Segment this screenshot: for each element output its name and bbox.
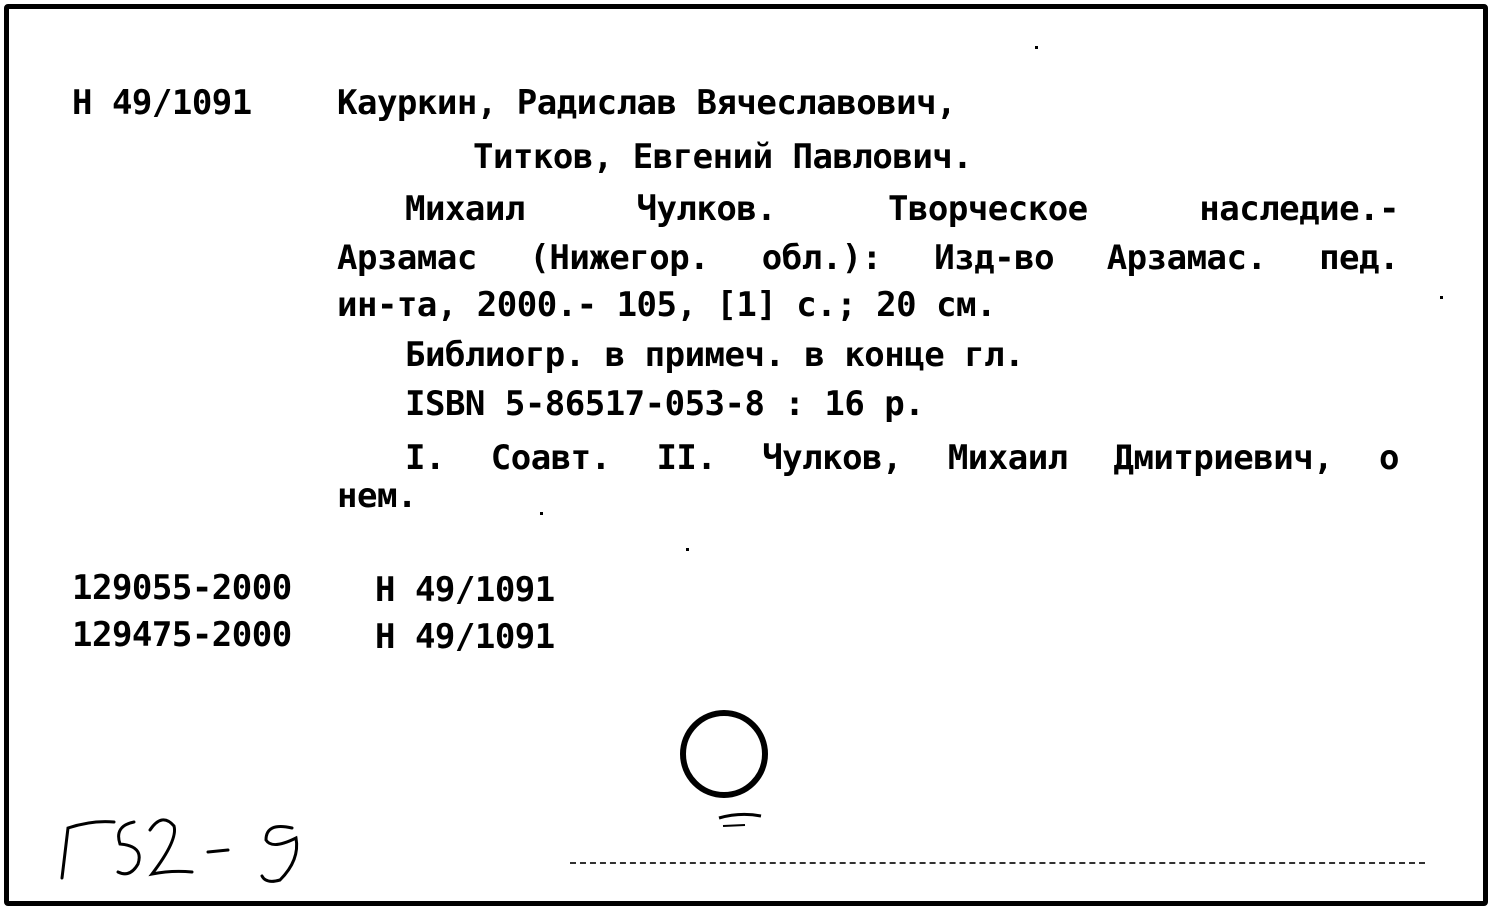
speck (686, 548, 689, 551)
tracing-word: Соавт. (490, 438, 611, 478)
imprint-word: Арзамас (337, 238, 477, 278)
speck (1035, 46, 1038, 49)
punch-hole (680, 710, 768, 798)
bibliography-note: Библиогр. в примеч. в конце гл. (405, 335, 1025, 375)
tracing-word: Дмитриевич, (1113, 438, 1334, 478)
speck (1440, 296, 1443, 299)
imprint-word: обл.): (761, 238, 882, 278)
title-word: Чулков. (636, 189, 777, 229)
tracing-word: II. (656, 438, 717, 478)
handwritten-note (52, 800, 322, 890)
tracing-word: I. (405, 438, 445, 478)
title-word: Михаил (405, 189, 525, 229)
inventory-number: 129475-2000 (72, 615, 292, 655)
title-word: Творческое (887, 189, 1088, 229)
tracings-line (405, 438, 1399, 478)
tracings-continuation: нем. (337, 476, 417, 516)
inventory-shelf-mark: Н 49/1091 (375, 617, 555, 657)
imprint-word: Арзамас. (1106, 238, 1267, 278)
tracing-word: о (1378, 438, 1399, 478)
speck (540, 512, 543, 515)
tracing-word: Чулков, (762, 438, 902, 478)
imprint-word: пед. (1319, 238, 1399, 278)
inventory-shelf-mark: Н 49/1091 (375, 570, 555, 610)
coauthor-line: Титков, Евгений Павлович. (473, 137, 973, 177)
isbn-price: ISBN 5-86517-053-8 : 16 р. (405, 384, 925, 424)
inventory-number: 129055-2000 (72, 568, 292, 608)
author-heading: Кауркин, Радислав Вячеславович, (337, 83, 957, 123)
tracing-word: Михаил (947, 438, 1068, 478)
dotted-rule (570, 862, 1425, 864)
imprint-word: (Нижегор. (529, 238, 710, 278)
hole-mark (715, 808, 765, 838)
shelf-mark: Н 49/1091 (72, 83, 252, 123)
title-word: наследие.- (1199, 189, 1399, 229)
imprint-line (337, 238, 1399, 278)
title-line (405, 189, 1399, 229)
imprint-word: Изд-во (934, 238, 1055, 278)
imprint-pagination: ин-та, 2000.- 105, [1] с.; 20 см. (337, 285, 997, 325)
